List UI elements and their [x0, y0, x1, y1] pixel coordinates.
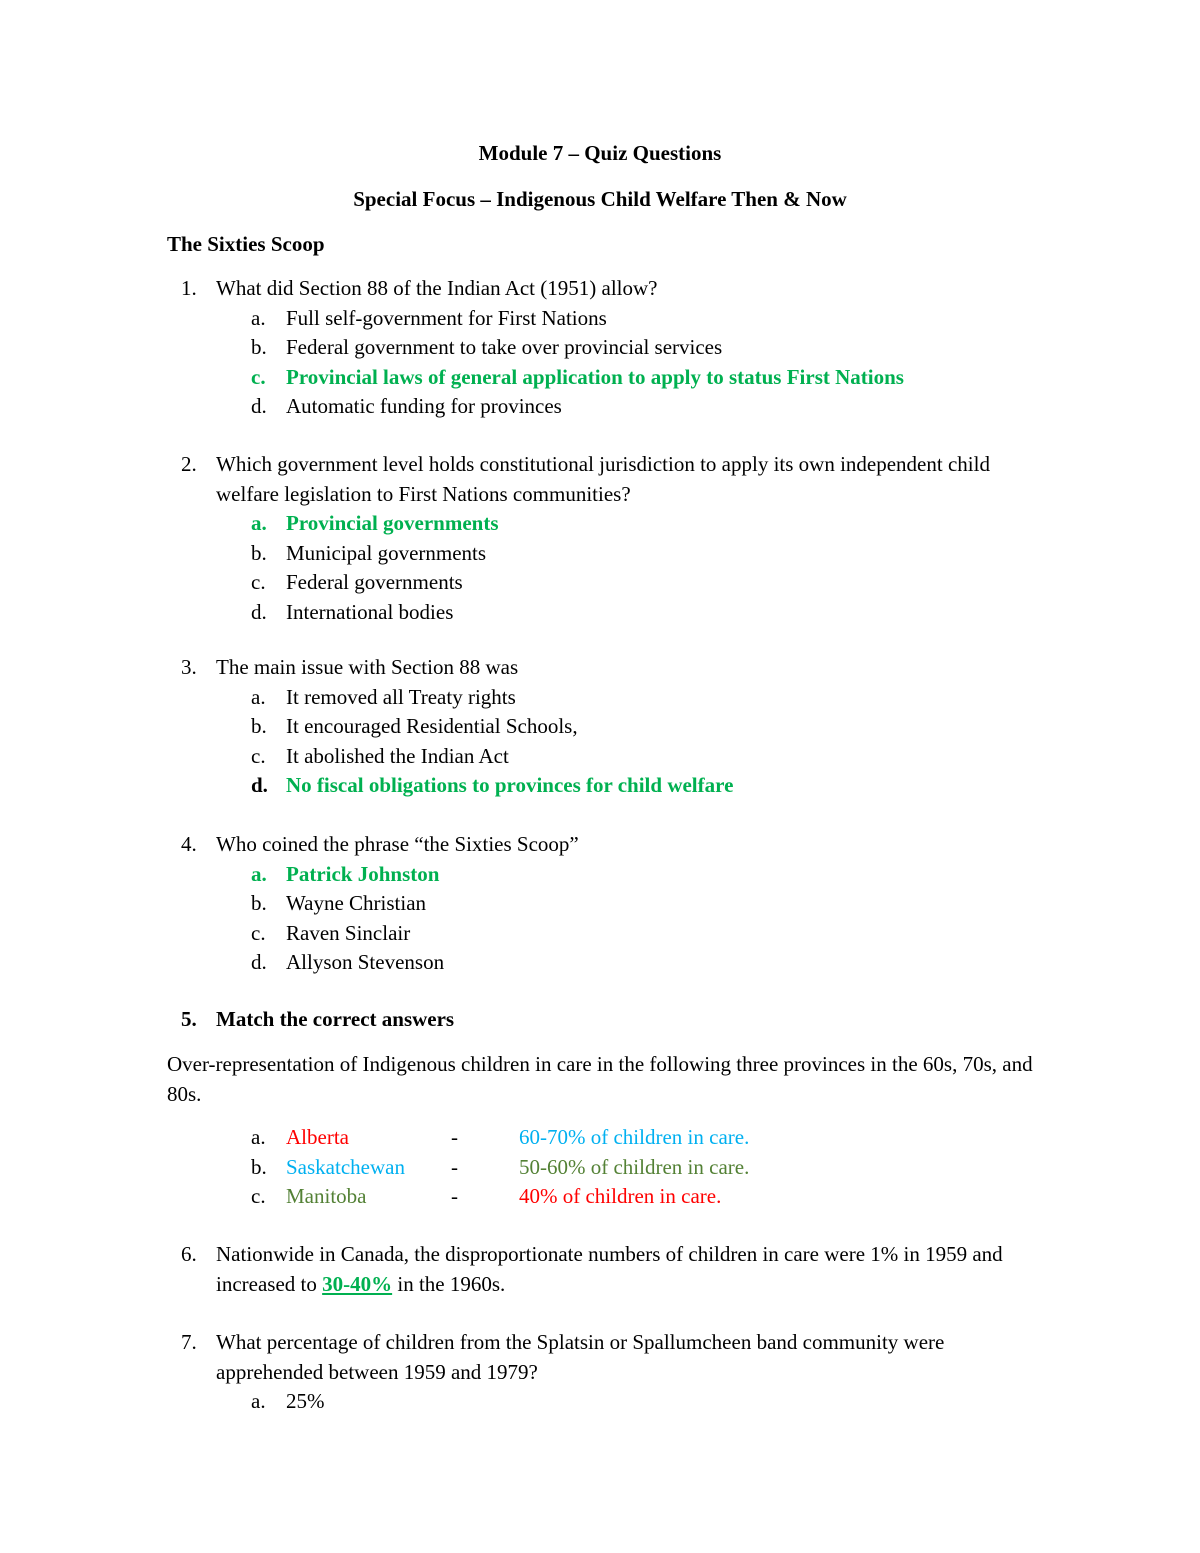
option-b	[251, 333, 1047, 363]
match-dash: -	[451, 1154, 458, 1179]
option-b	[251, 539, 1047, 569]
question-number: 4.	[181, 832, 197, 856]
options-list	[251, 860, 1047, 978]
question-text	[216, 1240, 1047, 1299]
question-number: 5.	[181, 1007, 197, 1031]
option-c	[251, 919, 1047, 949]
option-letter: b.	[251, 335, 267, 359]
match-letter: c.	[251, 1184, 266, 1208]
option-c	[251, 742, 1047, 772]
option-c	[251, 568, 1047, 598]
option-letter: d.	[251, 394, 267, 418]
question-text: Who coined the phrase “the Sixties Scoop”	[216, 832, 579, 856]
match-province: Alberta	[286, 1125, 349, 1149]
option-letter: c.	[251, 364, 266, 389]
match-row	[251, 1182, 951, 1212]
option-text: It encouraged Residential Schools,	[286, 714, 578, 738]
option-a-correct	[251, 860, 1047, 890]
option-d	[251, 948, 1047, 978]
answer-blank: 30-40%	[322, 1271, 393, 1296]
question-text-after: in the 1960s.	[392, 1271, 506, 1296]
question-text: Which government level holds constitutional jurisdiction to apply its own independent child welfare legislation to First Nations communities?	[216, 452, 990, 506]
option-a	[251, 683, 1047, 713]
question-number: 2.	[181, 452, 197, 476]
question-5	[167, 1005, 1047, 1035]
option-text: Provincial laws of general application to apply to status First Nations	[286, 364, 904, 389]
option-letter: d.	[251, 950, 267, 974]
match-answer: 50-60% of children in care.	[519, 1154, 750, 1179]
option-text: International bodies	[286, 599, 454, 624]
match-letter: b.	[251, 1154, 267, 1179]
option-b	[251, 889, 1047, 919]
option-letter: c.	[251, 743, 266, 768]
question-text: Match the correct answers	[216, 1007, 455, 1031]
match-province: Manitoba	[286, 1184, 367, 1208]
option-a-correct	[251, 509, 1047, 539]
option-d	[251, 392, 1047, 422]
option-text: 25%	[286, 1389, 325, 1413]
question-4	[167, 830, 1047, 978]
match-row	[251, 1153, 951, 1183]
match-table	[251, 1123, 951, 1212]
option-text: It removed all Treaty rights	[286, 684, 516, 709]
option-letter: a.	[251, 511, 267, 535]
match-answer: 60-70% of children in care.	[519, 1125, 750, 1149]
question-3	[167, 653, 1047, 801]
option-letter: b.	[251, 891, 267, 915]
option-b	[251, 712, 1047, 742]
question-number: 1.	[181, 276, 197, 300]
option-letter: c.	[251, 920, 266, 945]
option-text: Provincial governments	[286, 511, 499, 535]
option-letter: a.	[251, 861, 267, 886]
option-text: Allyson Stevenson	[286, 950, 445, 974]
question-text: What did Section 88 of the Indian Act (1951) allow?	[216, 276, 658, 300]
question-number: 6.	[181, 1242, 197, 1266]
question-2	[167, 450, 1047, 627]
question-text: What percentage of children from the Splatsin or Spallumcheen band community were apprehended between 1959 and 1979?	[216, 1330, 945, 1384]
option-text: Wayne Christian	[286, 891, 427, 915]
options-list	[251, 683, 1047, 801]
option-text: It abolished the Indian Act	[286, 743, 509, 768]
match-row	[251, 1123, 951, 1153]
option-letter: d.	[251, 599, 267, 624]
option-letter: b.	[251, 714, 267, 738]
match-dash: -	[451, 1184, 458, 1208]
match-dash: -	[451, 1125, 458, 1149]
document-title: Module 7 – Quiz Questions	[478, 141, 722, 165]
question-number: 7.	[181, 1330, 197, 1354]
option-d	[251, 598, 1047, 628]
option-letter: d.	[251, 773, 268, 797]
options-list	[251, 304, 1047, 422]
question-6	[167, 1240, 1047, 1299]
option-text: Patrick Johnston	[286, 861, 440, 886]
match-province: Saskatchewan	[286, 1154, 405, 1179]
option-letter: a.	[251, 1389, 266, 1413]
question-text: The main issue with Section 88 was	[216, 655, 519, 679]
option-d-correct	[251, 771, 1047, 801]
option-text: Full self-government for First Nations	[286, 305, 607, 330]
option-letter: b.	[251, 540, 267, 565]
option-letter: a.	[251, 684, 266, 709]
option-text: Raven Sinclair	[286, 920, 411, 945]
option-text: Municipal governments	[286, 540, 487, 565]
question-number: 3.	[181, 655, 197, 679]
options-list	[251, 509, 1047, 627]
option-text: Federal government to take over provincial services	[286, 335, 723, 359]
option-text: Federal governments	[286, 570, 463, 594]
option-c-correct	[251, 363, 1047, 393]
options-list	[251, 1387, 1047, 1417]
option-text: No fiscal obligations to provinces for child welfare	[286, 773, 734, 797]
match-letter: a.	[251, 1125, 266, 1149]
match-answer: 40% of children in care.	[519, 1184, 722, 1208]
option-a	[251, 1387, 1047, 1417]
option-a	[251, 304, 1047, 334]
question-5-intro: Over-representation of Indigenous children in care in the following three provinces in the 60s, 70s, and 80s.	[167, 1052, 1033, 1106]
section-heading: The Sixties Scoop	[167, 232, 325, 256]
question-7	[167, 1328, 1047, 1417]
question-1	[167, 274, 1047, 422]
document-subtitle: Special Focus – Indigenous Child Welfare Then & Now	[353, 187, 847, 211]
option-text: Automatic funding for provinces	[286, 394, 562, 418]
question-text-before: Nationwide in Canada, the disproportionate numbers of children in care were 1% in 1959 and increased to	[216, 1242, 1003, 1296]
option-letter: c.	[251, 570, 266, 594]
option-letter: a.	[251, 305, 266, 330]
